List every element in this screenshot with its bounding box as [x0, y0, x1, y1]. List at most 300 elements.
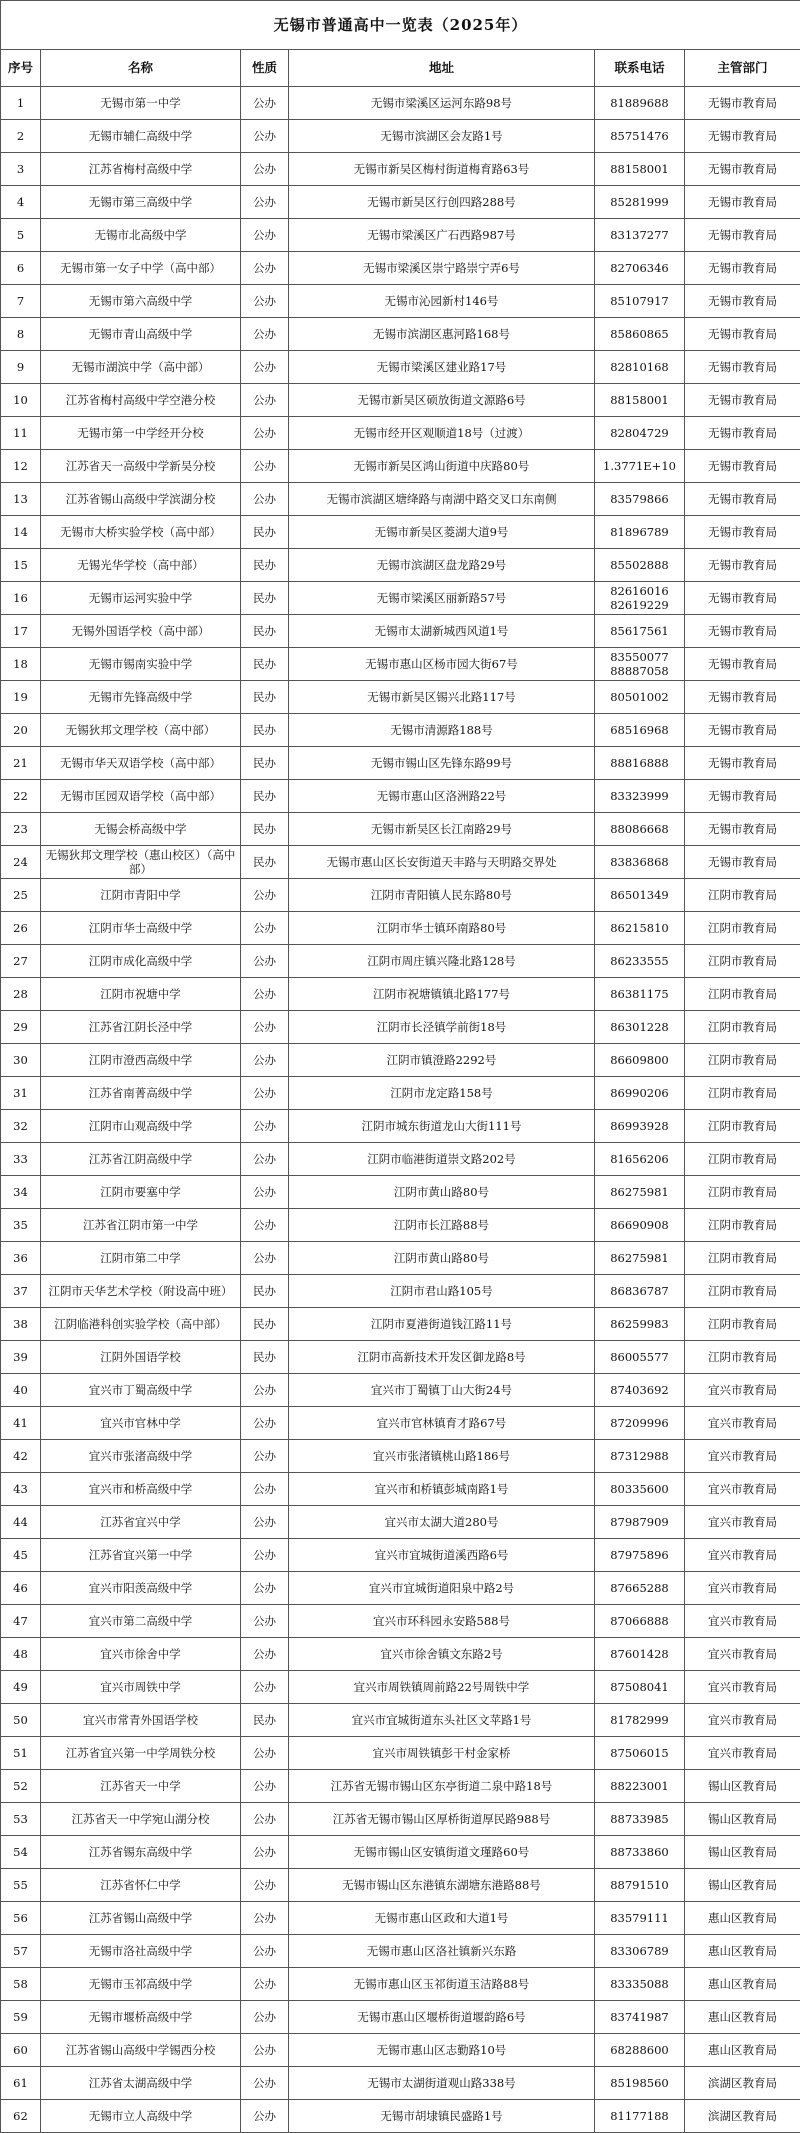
cell-type: 公办 — [241, 1869, 289, 1902]
table-row — [1, 1077, 800, 1110]
cell-phone: 81656206 — [595, 1143, 685, 1176]
table-row — [1, 1638, 800, 1671]
cell-department: 宜兴市教育局 — [685, 1572, 800, 1605]
cell-department: 江阴市教育局 — [685, 1143, 800, 1176]
cell-department: 无锡市教育局 — [685, 549, 800, 582]
cell-type: 公办 — [241, 879, 289, 912]
cell-department: 江阴市教育局 — [685, 978, 800, 1011]
cell-department: 无锡市教育局 — [685, 813, 800, 846]
cell-phone: 81889688 — [595, 87, 685, 120]
cell-department: 滨湖区教育局 — [685, 2100, 800, 2133]
table-row — [1, 351, 800, 384]
cell-type: 民办 — [241, 1275, 289, 1308]
cell-index: 19 — [1, 681, 41, 714]
cell-phone: 85860865 — [595, 318, 685, 351]
table-row — [1, 1308, 800, 1341]
cell-name: 无锡市第一中学经开分校 — [41, 417, 241, 450]
cell-type: 公办 — [241, 318, 289, 351]
cell-phone: 86501349 — [595, 879, 685, 912]
cell-type: 公办 — [241, 1506, 289, 1539]
cell-department: 锡山区教育局 — [685, 1803, 800, 1836]
cell-name: 江阴市青阳中学 — [41, 879, 241, 912]
cell-type: 公办 — [241, 186, 289, 219]
cell-department: 江阴市教育局 — [685, 1275, 800, 1308]
cell-index: 60 — [1, 2034, 41, 2067]
cell-phone: 86993928 — [595, 1110, 685, 1143]
cell-index: 21 — [1, 747, 41, 780]
cell-type: 民办 — [241, 615, 289, 648]
cell-index: 11 — [1, 417, 41, 450]
cell-index: 55 — [1, 1869, 41, 1902]
table-row — [1, 945, 800, 978]
cell-phone: 83323999 — [595, 780, 685, 813]
cell-department: 锡山区教育局 — [685, 1770, 800, 1803]
table-row — [1, 846, 800, 879]
cell-department: 江阴市教育局 — [685, 879, 800, 912]
table-row — [1, 1407, 800, 1440]
cell-index: 18 — [1, 648, 41, 681]
cell-type: 公办 — [241, 1539, 289, 1572]
cell-phone: 83579111 — [595, 1902, 685, 1935]
cell-address: 无锡市惠山区志勤路10号 — [289, 2034, 595, 2067]
cell-phone: 88223001 — [595, 1770, 685, 1803]
table-row — [1, 153, 800, 186]
table-row — [1, 1935, 800, 1968]
cell-phone: 88816888 — [595, 747, 685, 780]
header-name: 名称 — [41, 50, 241, 87]
cell-department: 无锡市教育局 — [685, 780, 800, 813]
cell-index: 25 — [1, 879, 41, 912]
cell-department: 无锡市教育局 — [685, 219, 800, 252]
cell-index: 9 — [1, 351, 41, 384]
cell-address: 江苏省无锡市锡山区东亭街道二泉中路18号 — [289, 1770, 595, 1803]
cell-department: 宜兴市教育局 — [685, 1539, 800, 1572]
cell-type: 公办 — [241, 1671, 289, 1704]
cell-department: 无锡市教育局 — [685, 417, 800, 450]
cell-name: 江苏省天一中学宛山湖分校 — [41, 1803, 241, 1836]
cell-type: 公办 — [241, 1209, 289, 1242]
cell-type: 公办 — [241, 1440, 289, 1473]
cell-name: 江苏省天一中学 — [41, 1770, 241, 1803]
cell-address: 宜兴市丁蜀镇丁山大街24号 — [289, 1374, 595, 1407]
table-row — [1, 1506, 800, 1539]
cell-phone: 86690908 — [595, 1209, 685, 1242]
cell-department: 江阴市教育局 — [685, 1011, 800, 1044]
cell-index: 56 — [1, 1902, 41, 1935]
cell-name: 无锡市第六高级中学 — [41, 285, 241, 318]
cell-type: 公办 — [241, 2034, 289, 2067]
cell-type: 公办 — [241, 285, 289, 318]
cell-department: 宜兴市教育局 — [685, 1638, 800, 1671]
cell-phone: 87665288 — [595, 1572, 685, 1605]
cell-index: 5 — [1, 219, 41, 252]
cell-phone: 83550077 88887058 — [595, 648, 685, 681]
cell-address: 江阴市祝塘镇镇北路177号 — [289, 978, 595, 1011]
cell-department: 惠山区教育局 — [685, 2034, 800, 2067]
cell-type: 公办 — [241, 1605, 289, 1638]
cell-phone: 86259983 — [595, 1308, 685, 1341]
table-row — [1, 219, 800, 252]
cell-department: 惠山区教育局 — [685, 1968, 800, 2001]
cell-name: 无锡市大桥实验学校（高中部） — [41, 516, 241, 549]
cell-phone: 68288600 — [595, 2034, 685, 2067]
cell-type: 公办 — [241, 483, 289, 516]
cell-index: 57 — [1, 1935, 41, 1968]
header-index: 序号 — [1, 50, 41, 87]
cell-department: 江阴市教育局 — [685, 945, 800, 978]
cell-type: 民办 — [241, 813, 289, 846]
cell-address: 宜兴市太湖大道280号 — [289, 1506, 595, 1539]
cell-address: 江阴市周庄镇兴隆北路128号 — [289, 945, 595, 978]
cell-type: 公办 — [241, 153, 289, 186]
cell-name: 无锡狄邦文理学校（惠山校区）（高中部） — [41, 846, 241, 879]
cell-name: 宜兴市常青外国语学校 — [41, 1704, 241, 1737]
cell-name: 宜兴市官林中学 — [41, 1407, 241, 1440]
table-row — [1, 1440, 800, 1473]
cell-phone: 82810168 — [595, 351, 685, 384]
cell-department: 宜兴市教育局 — [685, 1737, 800, 1770]
cell-index: 54 — [1, 1836, 41, 1869]
cell-department: 无锡市教育局 — [685, 87, 800, 120]
cell-phone: 80335600 — [595, 1473, 685, 1506]
cell-address: 无锡市经开区观顺道18号（过渡） — [289, 417, 595, 450]
cell-address: 江苏省无锡市锡山区厚桥街道厚民路988号 — [289, 1803, 595, 1836]
cell-type: 民办 — [241, 516, 289, 549]
cell-phone: 86990206 — [595, 1077, 685, 1110]
cell-type: 民办 — [241, 846, 289, 879]
table-row — [1, 1869, 800, 1902]
cell-address: 宜兴市周铁镇彭干村金家桥 — [289, 1737, 595, 1770]
cell-address: 江阴市黄山路80号 — [289, 1242, 595, 1275]
cell-name: 无锡市第一中学 — [41, 87, 241, 120]
cell-phone: 86275981 — [595, 1176, 685, 1209]
cell-name: 宜兴市徐舍中学 — [41, 1638, 241, 1671]
cell-department: 宜兴市教育局 — [685, 1704, 800, 1737]
table-row — [1, 549, 800, 582]
cell-index: 20 — [1, 714, 41, 747]
table-row — [1, 714, 800, 747]
cell-index: 6 — [1, 252, 41, 285]
cell-name: 江苏省宜兴第一中学周铁分校 — [41, 1737, 241, 1770]
cell-address: 宜兴市周铁镇周前路22号周铁中学 — [289, 1671, 595, 1704]
table-row — [1, 978, 800, 1011]
cell-name: 江阴市华士高级中学 — [41, 912, 241, 945]
cell-address: 江阴市城东街道龙山大街111号 — [289, 1110, 595, 1143]
cell-department: 宜兴市教育局 — [685, 1671, 800, 1704]
cell-type: 民办 — [241, 681, 289, 714]
cell-type: 公办 — [241, 87, 289, 120]
cell-name: 江苏省锡山高级中学锡西分校 — [41, 2034, 241, 2067]
table-row — [1, 2034, 800, 2067]
table-row — [1, 417, 800, 450]
cell-index: 48 — [1, 1638, 41, 1671]
cell-name: 无锡市锡南实验中学 — [41, 648, 241, 681]
cell-index: 22 — [1, 780, 41, 813]
cell-index: 62 — [1, 2100, 41, 2133]
cell-index: 28 — [1, 978, 41, 1011]
table-row — [1, 747, 800, 780]
cell-phone: 88158001 — [595, 384, 685, 417]
cell-address: 无锡市太湖街道观山路338号 — [289, 2067, 595, 2100]
cell-index: 39 — [1, 1341, 41, 1374]
cell-phone: 86233555 — [595, 945, 685, 978]
table-row — [1, 1902, 800, 1935]
cell-name: 江阴市成化高级中学 — [41, 945, 241, 978]
cell-phone: 86381175 — [595, 978, 685, 1011]
table-row — [1, 1539, 800, 1572]
cell-type: 民办 — [241, 582, 289, 615]
table-row — [1, 318, 800, 351]
cell-type: 公办 — [241, 1044, 289, 1077]
cell-name: 无锡外国语学校（高中部） — [41, 615, 241, 648]
cell-department: 无锡市教育局 — [685, 153, 800, 186]
table-row — [1, 2100, 800, 2133]
cell-address: 宜兴市张渚镇桃山路186号 — [289, 1440, 595, 1473]
cell-index: 43 — [1, 1473, 41, 1506]
cell-department: 宜兴市教育局 — [685, 1473, 800, 1506]
table-row — [1, 87, 800, 120]
cell-phone: 1.3771E+10 — [595, 450, 685, 483]
cell-type: 公办 — [241, 450, 289, 483]
cell-name: 无锡市北高级中学 — [41, 219, 241, 252]
cell-index: 40 — [1, 1374, 41, 1407]
cell-address: 无锡市新吴区长江南路29号 — [289, 813, 595, 846]
cell-type: 民办 — [241, 1704, 289, 1737]
cell-department: 江阴市教育局 — [685, 1077, 800, 1110]
cell-index: 45 — [1, 1539, 41, 1572]
table-row — [1, 1110, 800, 1143]
cell-index: 51 — [1, 1737, 41, 1770]
table-row — [1, 1605, 800, 1638]
table-row — [1, 384, 800, 417]
cell-index: 2 — [1, 120, 41, 153]
cell-address: 无锡市滨湖区塘绛路与南湖中路交叉口东南侧 — [289, 483, 595, 516]
cell-index: 30 — [1, 1044, 41, 1077]
cell-type: 公办 — [241, 219, 289, 252]
cell-index: 23 — [1, 813, 41, 846]
cell-type: 公办 — [241, 1803, 289, 1836]
cell-phone: 85281999 — [595, 186, 685, 219]
cell-index: 42 — [1, 1440, 41, 1473]
cell-address: 江阴市高新技术开发区御龙路8号 — [289, 1341, 595, 1374]
cell-address: 无锡市惠山区洛洲路22号 — [289, 780, 595, 813]
cell-type: 公办 — [241, 1572, 289, 1605]
table-row — [1, 1671, 800, 1704]
cell-index: 37 — [1, 1275, 41, 1308]
cell-address: 江阴市华士镇环南路80号 — [289, 912, 595, 945]
cell-department: 无锡市教育局 — [685, 483, 800, 516]
cell-department: 宜兴市教育局 — [685, 1374, 800, 1407]
header-phone: 联系电话 — [595, 50, 685, 87]
cell-address: 宜兴市官林镇育才路67号 — [289, 1407, 595, 1440]
cell-index: 32 — [1, 1110, 41, 1143]
cell-department: 无锡市教育局 — [685, 285, 800, 318]
cell-address: 无锡市惠山区政和大道1号 — [289, 1902, 595, 1935]
cell-type: 公办 — [241, 120, 289, 153]
cell-address: 江阴市君山路105号 — [289, 1275, 595, 1308]
cell-phone: 83741987 — [595, 2001, 685, 2034]
table-row — [1, 2001, 800, 2034]
cell-index: 26 — [1, 912, 41, 945]
cell-index: 34 — [1, 1176, 41, 1209]
cell-type: 公办 — [241, 945, 289, 978]
cell-address: 无锡市太湖新城西风道1号 — [289, 615, 595, 648]
cell-phone: 85198560 — [595, 2067, 685, 2100]
cell-address: 无锡市新吴区梅村街道梅育路63号 — [289, 153, 595, 186]
cell-index: 50 — [1, 1704, 41, 1737]
cell-name: 宜兴市丁蜀高级中学 — [41, 1374, 241, 1407]
cell-type: 公办 — [241, 1935, 289, 1968]
cell-type: 公办 — [241, 1110, 289, 1143]
cell-phone: 85107917 — [595, 285, 685, 318]
cell-phone: 86005577 — [595, 1341, 685, 1374]
cell-address: 无锡市梁溪区丽新路57号 — [289, 582, 595, 615]
table-row — [1, 1572, 800, 1605]
cell-type: 公办 — [241, 2067, 289, 2100]
cell-phone: 87601428 — [595, 1638, 685, 1671]
cell-address: 无锡市惠山区洛社镇新兴东路 — [289, 1935, 595, 1968]
cell-index: 7 — [1, 285, 41, 318]
cell-name: 无锡市堰桥高级中学 — [41, 2001, 241, 2034]
cell-address: 无锡市新吴区菱湖大道9号 — [289, 516, 595, 549]
cell-type: 公办 — [241, 1242, 289, 1275]
cell-phone: 87987909 — [595, 1506, 685, 1539]
cell-type: 公办 — [241, 1638, 289, 1671]
cell-name: 无锡市立人高级中学 — [41, 2100, 241, 2133]
cell-type: 公办 — [241, 2100, 289, 2133]
cell-phone: 86275981 — [595, 1242, 685, 1275]
table-row — [1, 1143, 800, 1176]
cell-address: 宜兴市环科园永安路588号 — [289, 1605, 595, 1638]
cell-index: 3 — [1, 153, 41, 186]
cell-type: 民办 — [241, 780, 289, 813]
table-row — [1, 186, 800, 219]
cell-type: 民办 — [241, 648, 289, 681]
cell-name: 江阴市第二中学 — [41, 1242, 241, 1275]
cell-type: 公办 — [241, 1902, 289, 1935]
cell-department: 宜兴市教育局 — [685, 1407, 800, 1440]
cell-name: 江苏省怀仁中学 — [41, 1869, 241, 1902]
cell-type: 民办 — [241, 1308, 289, 1341]
cell-department: 无锡市教育局 — [685, 615, 800, 648]
cell-name: 宜兴市阳羡高级中学 — [41, 1572, 241, 1605]
cell-address: 无锡市梁溪区广石西路987号 — [289, 219, 595, 252]
cell-address: 无锡市梁溪区建业路17号 — [289, 351, 595, 384]
table-row — [1, 780, 800, 813]
table-row — [1, 1275, 800, 1308]
table-row — [1, 1374, 800, 1407]
cell-name: 无锡狄邦文理学校（高中部） — [41, 714, 241, 747]
cell-type: 公办 — [241, 1968, 289, 2001]
table-row — [1, 681, 800, 714]
cell-phone: 87209996 — [595, 1407, 685, 1440]
cell-index: 53 — [1, 1803, 41, 1836]
cell-type: 公办 — [241, 2001, 289, 2034]
cell-name: 江阴市祝塘中学 — [41, 978, 241, 1011]
cell-department: 无锡市教育局 — [685, 450, 800, 483]
cell-phone: 88791510 — [595, 1869, 685, 1902]
table-row — [1, 483, 800, 516]
cell-name: 江苏省锡山高级中学滨湖分校 — [41, 483, 241, 516]
table-row — [1, 1770, 800, 1803]
cell-department: 惠山区教育局 — [685, 1902, 800, 1935]
cell-index: 16 — [1, 582, 41, 615]
cell-department: 无锡市教育局 — [685, 648, 800, 681]
cell-address: 宜兴市宜城街道东头社区文苹路1号 — [289, 1704, 595, 1737]
table-row — [1, 516, 800, 549]
cell-type: 公办 — [241, 1374, 289, 1407]
cell-index: 58 — [1, 1968, 41, 2001]
cell-type: 公办 — [241, 1011, 289, 1044]
cell-phone: 86609800 — [595, 1044, 685, 1077]
table-row — [1, 1836, 800, 1869]
cell-index: 49 — [1, 1671, 41, 1704]
cell-phone: 87508041 — [595, 1671, 685, 1704]
cell-address: 江阴市青阳镇人民东路80号 — [289, 879, 595, 912]
cell-index: 36 — [1, 1242, 41, 1275]
table-title: 无锡市普通高中一览表（2025年） — [1, 1, 800, 50]
cell-department: 滨湖区教育局 — [685, 2067, 800, 2100]
table-row — [1, 1737, 800, 1770]
cell-department: 江阴市教育局 — [685, 1308, 800, 1341]
cell-address: 江阴市临港街道崇文路202号 — [289, 1143, 595, 1176]
table-row — [1, 1209, 800, 1242]
cell-index: 4 — [1, 186, 41, 219]
cell-phone: 82804729 — [595, 417, 685, 450]
cell-phone: 88158001 — [595, 153, 685, 186]
cell-address: 宜兴市徐舍镇文东路2号 — [289, 1638, 595, 1671]
cell-index: 24 — [1, 846, 41, 879]
table-row — [1, 582, 800, 615]
table-row — [1, 648, 800, 681]
table-row — [1, 1968, 800, 2001]
cell-name: 江苏省天一高级中学新吴分校 — [41, 450, 241, 483]
cell-name: 江阴外国语学校 — [41, 1341, 241, 1374]
cell-department: 惠山区教育局 — [685, 2001, 800, 2034]
cell-index: 17 — [1, 615, 41, 648]
header-department: 主管部门 — [685, 50, 800, 87]
cell-address: 江阴市夏港街道钱江路11号 — [289, 1308, 595, 1341]
cell-phone: 81896789 — [595, 516, 685, 549]
cell-name: 江阴市要塞中学 — [41, 1176, 241, 1209]
cell-department: 无锡市教育局 — [685, 351, 800, 384]
cell-type: 公办 — [241, 1473, 289, 1506]
cell-phone: 68516968 — [595, 714, 685, 747]
cell-phone: 85617561 — [595, 615, 685, 648]
table-row — [1, 879, 800, 912]
cell-address: 无锡市新吴区鸿山街道中庆路80号 — [289, 450, 595, 483]
cell-department: 江阴市教育局 — [685, 1044, 800, 1077]
cell-name: 无锡市青山高级中学 — [41, 318, 241, 351]
cell-name: 无锡市玉祁高级中学 — [41, 1968, 241, 2001]
cell-type: 公办 — [241, 1077, 289, 1110]
cell-index: 31 — [1, 1077, 41, 1110]
cell-phone: 82616016 82619229 — [595, 582, 685, 615]
cell-department: 锡山区教育局 — [685, 1869, 800, 1902]
cell-index: 46 — [1, 1572, 41, 1605]
cell-type: 公办 — [241, 1407, 289, 1440]
table-row — [1, 1011, 800, 1044]
cell-address: 无锡市梁溪区运河东路98号 — [289, 87, 595, 120]
cell-department: 无锡市教育局 — [685, 318, 800, 351]
table-row — [1, 1803, 800, 1836]
cell-name: 江苏省太湖高级中学 — [41, 2067, 241, 2100]
cell-address: 无锡市锡山区东港镇东湖塘东港路88号 — [289, 1869, 595, 1902]
cell-type: 公办 — [241, 1770, 289, 1803]
cell-index: 47 — [1, 1605, 41, 1638]
cell-phone: 85751476 — [595, 120, 685, 153]
cell-type: 民办 — [241, 1341, 289, 1374]
